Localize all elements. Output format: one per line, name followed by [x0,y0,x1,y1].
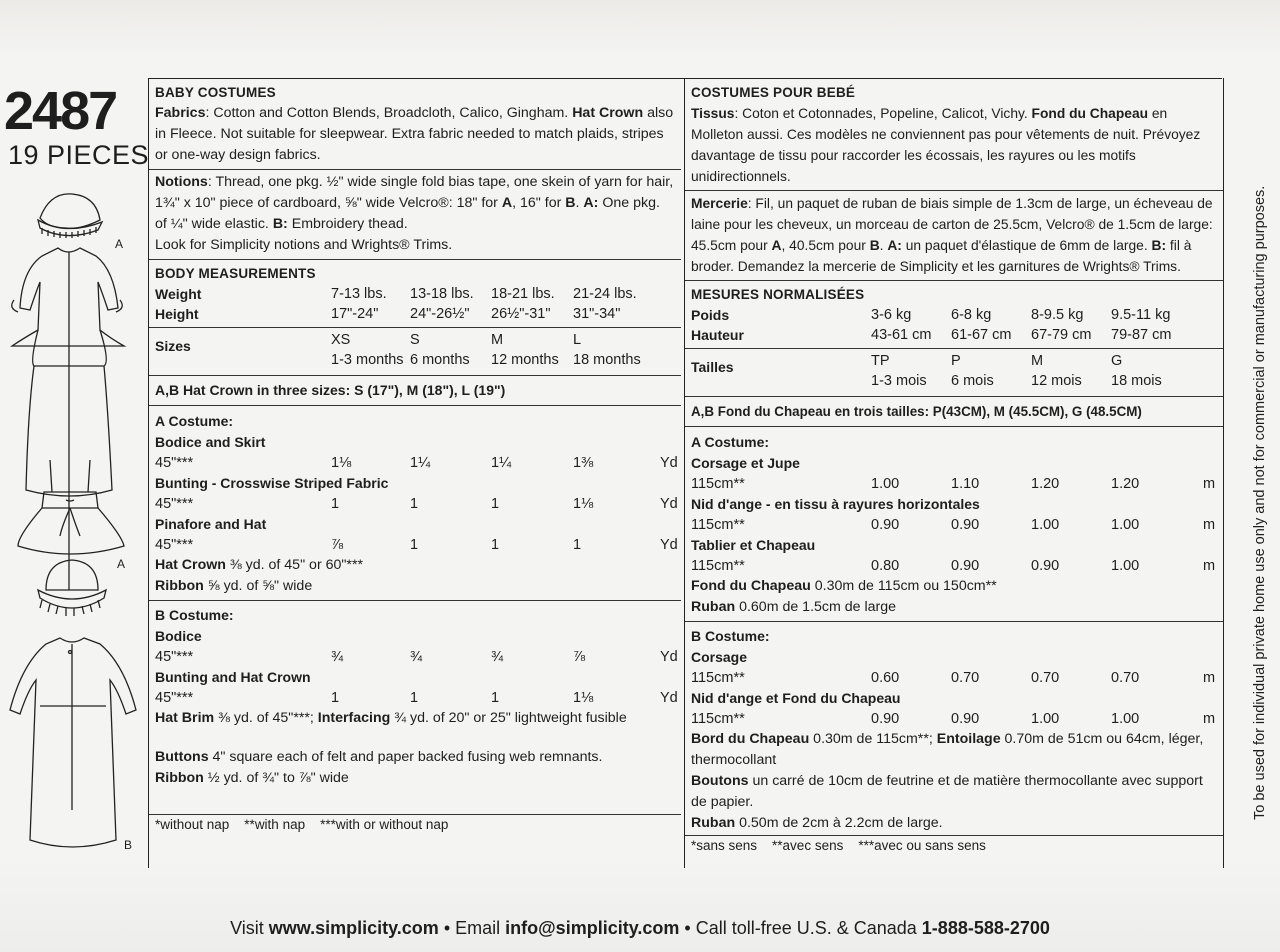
yardage-item [155,514,678,555]
pinafore-drawing [50,460,90,492]
yardage-item [155,432,678,473]
yardage-value: 1.00 [871,476,900,492]
fabrics-text-fr: Tissus: Coton et Cotonnades, Popeline, Calicot, Vichy. Fond du Chapeau en Molleton aussi. Ces modèles ne conviennent pas pour vêtements de nuit. Prévoyez davantage de tissu pour raccorder les écossais, les rayures ou les motifs unidirectionnels. [691,106,1201,184]
website-link[interactable]: www.simplicity.com [268,918,439,938]
pieces-count: 19 PIECES [8,140,150,170]
pattern-number: 2487 [4,81,117,141]
french-column [684,78,1224,868]
yardage-value: 0.70 [1111,670,1140,686]
unit: Yd [660,496,678,512]
yardage-value: 1⅛ [573,496,594,512]
section-title: BABY COSTUMES [155,85,276,100]
yardage-value: 0.70 [1031,670,1060,686]
yardage-value: 1.20 [1111,476,1140,492]
nap-legend-fr: *sans sens **avec sens ***avec ou sans sens [691,838,986,853]
item-name: Bunting and Hat Crown [155,669,311,685]
yardage-value: 0.90 [871,711,900,727]
bonnet-drawing [40,194,100,228]
yardage-value: ¾ [331,649,344,665]
fabric-width: 115cm** [691,517,745,533]
fabric-width: 45"*** [155,690,194,706]
yardage-value: 1 [491,537,500,553]
yardage-value: ¾ [491,649,504,665]
fabric-width: 115cm** [691,711,745,727]
yardage-value: 1 [331,496,340,512]
yardage-value: 0.90 [951,558,980,574]
yardage-item [155,473,678,514]
dress-a-drawing [12,248,124,346]
fabric-width: 115cm** [691,558,745,574]
email-link[interactable]: info@simplicity.com [505,918,680,938]
yardage-value: 0.90 [871,517,900,533]
yardage-value: 1.10 [951,476,980,492]
yardage-item [691,647,1217,688]
unit: m [1203,670,1216,686]
hat-crown-sizes-fr: A,B Fond du Chapeau en trois tailles: P(43CM), M (45.5CM), G (48.5CM) [685,397,1223,427]
fabric-width: 45"*** [155,649,194,665]
item-name: Bodice [155,628,202,644]
yardage-value: 1 [410,496,419,512]
yardage-value: 1⅜ [573,455,594,471]
yardage-value: 1⅛ [331,455,352,471]
yardage-value: 1.00 [1111,517,1140,533]
notions-text-fr: Mercerie: Fil, un paquet de ruban de biais simple de 1.3cm de large, un écheveau de laine pour les cheveux, un morceau de carton de 25.5cm, Velcro® de 1.5cm de large: 45.5cm pour A, 40.5cm pour B. A: un paquet d'élastique de 6mm de large. B: fil à broder. Demandez la mercerie de Simplicity et les garnitures de Wrights® Trims. [685,190,1223,281]
garment-illustrations [0,190,148,860]
yardage-item [691,688,1217,729]
yardage-value: 1⅛ [573,690,594,706]
yardage-value: 1.20 [1031,476,1060,492]
item-name: Pinafore and Hat [155,516,267,532]
yardage-value: 0.70 [951,670,980,686]
yardage-value: 1.00 [1031,711,1060,727]
hat-b-drawing [46,560,98,590]
yardage-value: 1 [410,690,419,706]
contact-footer: Visit www.simplicity.com • Email info@simplicity.com • Call toll-free U.S. & Canada 1-888-588-2700 [230,918,1050,938]
item-name: Nid d'ange - en tissu à rayures horizontales [691,496,980,512]
item-name: Bodice and Skirt [155,434,266,450]
yardage-value: 0.80 [871,558,900,574]
b-costume-section: B Costume: Bodice 45"*** ¾ ¾ ¾ ⅞ Yd Bunting and Hat Crown 45"*** 1 1 1 1⅛ Yd Hat Brim ⅜ yd. of 45"***; Interfacing ¾ yd. of 20" or 25" lightweight fusible Buttons 4" square each of felt and paper backed fusing web remnants. Ribbon ½ yd. of ¾" to ⅞" wide [149,601,681,815]
nap-legend: *without nap **with nap ***with or without nap [155,817,449,832]
body-measurements-fr: MESURES NORMALISÉES Poids 3-6 kg 6-8 kg 8-9.5 kg 9.5-11 kg Hauteur 43-61 cm 61-67 cm 67-79 cm 79-87 cm [685,281,1223,349]
item-name: Nid d'ange et Fond du Chapeau [691,690,901,706]
unit: Yd [660,455,678,471]
yardage-item [691,535,1217,576]
item-name: Corsage et Jupe [691,455,800,471]
yardage-value: 0.90 [951,517,980,533]
english-column [148,78,681,868]
item-name: Corsage [691,649,748,665]
yardage-item [691,494,1217,535]
unit: m [1203,558,1216,574]
figure-label-a: A [115,237,124,251]
hat-crown-sizes: A,B Hat Crown in three sizes: S (17"), M (18"), L (19") [149,376,681,406]
yardage-value: 0.90 [1031,558,1060,574]
notions-text: Notions: Thread, one pkg. ½" wide single fold bias tape, one skein of yarn for hair, 1¾" x 10" piece of cardboard, ⅝" wide Velcro®: 18" for A, 16" for B. A: One pkg. of ¼" wide elastic. B: Embroidery thead. Look for Simplicity notions and Wrights® Trims. [149,169,681,260]
item-name: Bunting - Crosswise Striped Fabric [155,475,389,491]
figure-label-a-pinafore: A [117,557,126,571]
yardage-value: 1 [573,537,582,553]
usage-notice: To be used for individual private home use only and not for commercial or manufacturing purposes. [1252,185,1268,820]
yardage-value: 1.00 [1111,558,1140,574]
unit: Yd [660,649,678,665]
yardage-value: ⅞ [573,649,586,665]
yardage-value: 1.00 [1111,711,1140,727]
yardage-item [691,453,1217,494]
yardage-value: 0.90 [951,711,980,727]
yardage-item [155,667,678,708]
fabric-width: 115cm** [691,670,745,686]
figure-label-b: B [124,838,133,852]
unit: Yd [660,537,678,553]
yardage-value: 1 [410,537,419,553]
fabric-width: 45"*** [155,496,194,512]
yardage-value: 1 [491,496,500,512]
fabric-width: 115cm** [691,476,745,492]
sizes-row-fr: Tailles TP P M G 1-3 mois 6 mois 12 mois 18 mois [685,349,1223,397]
unit: m [1203,476,1216,492]
body-measurements: BODY MEASUREMENTS Weight 7-13 lbs. 13-18 lbs. 18-21 lbs. 21-24 lbs. Height 17"-24" 24"-26½" 26½"-31" 31"-34" [149,260,681,328]
phone-number: 1-888-588-2700 [921,918,1050,938]
fabric-width: 45"*** [155,455,194,471]
yardage-item [155,626,678,667]
yardage-value: 0.60 [871,670,900,686]
yardage-value: ⅞ [331,537,344,553]
fabric-width: 45"*** [155,537,194,553]
bunting-drawing [10,638,136,847]
unit: m [1203,517,1216,533]
unit: Yd [660,690,678,706]
a-costume-section-fr: A Costume: Corsage et Jupe 115cm** 1.00 1.10 1.20 1.20 m Nid d'ange - en tissu à rayures horizontales 115cm** 0.90 0.90 1.00 1.00 m Tablier et Chapeau 115cm** 0.80 0.90 0.90 1.00 m Fond du Chapeau 0.30m de 115cm ou 150cm** Ruban 0.60m de 1.5cm de large [685,427,1223,622]
yardage-value: 1.00 [1031,517,1060,533]
yardage-value: 1¼ [410,455,431,471]
sizes-row: Sizes XS S M L 1-3 months 6 months 12 months 18 months [149,328,681,376]
a-costume-section: A Costume: Bodice and Skirt 45"*** 1⅛ 1¼ 1¼ 1⅜ Yd Bunting - Crosswise Striped Fabric 45"*** 1 1 1 1⅛ Yd Pinafore and Hat 45"*** ⅞ 1 1 1 Yd Hat Crown ⅜ yd. of 45" or 60"*** Ribbon ⅝ yd. of ⅝" wide [149,406,681,601]
item-name: Tablier et Chapeau [691,537,816,553]
b-costume-section-fr: B Costume: Corsage 115cm** 0.60 0.70 0.70 0.70 m Nid d'ange et Fond du Chapeau 115cm** 0.90 0.90 1.00 1.00 m Bord du Chapeau 0.30m de 115cm**; Entoilage 0.70m de 51cm ou 64cm, léger, thermocollant Boutons un carré de 10cm de feutrine et de matière thermocollante avec support de papier. Ruban 0.50m de 2cm à 2.2cm de large. [685,622,1223,836]
yardage-value: 1 [331,690,340,706]
fabrics-text: Fabrics: Cotton and Cotton Blends, Broadcloth, Calico, Gingham. Hat Crown also in Fleece. Not suitable for sleepwear. Extra fabric needed to match plaids, stripes or one-way design fabrics. [155,105,674,163]
yardage-value: 1¼ [491,455,512,471]
yardage-value: 1 [491,690,500,706]
yardage-value: ¾ [410,649,423,665]
section-title-fr: COSTUMES POUR BEBÉ [691,85,856,100]
unit: m [1203,711,1216,727]
